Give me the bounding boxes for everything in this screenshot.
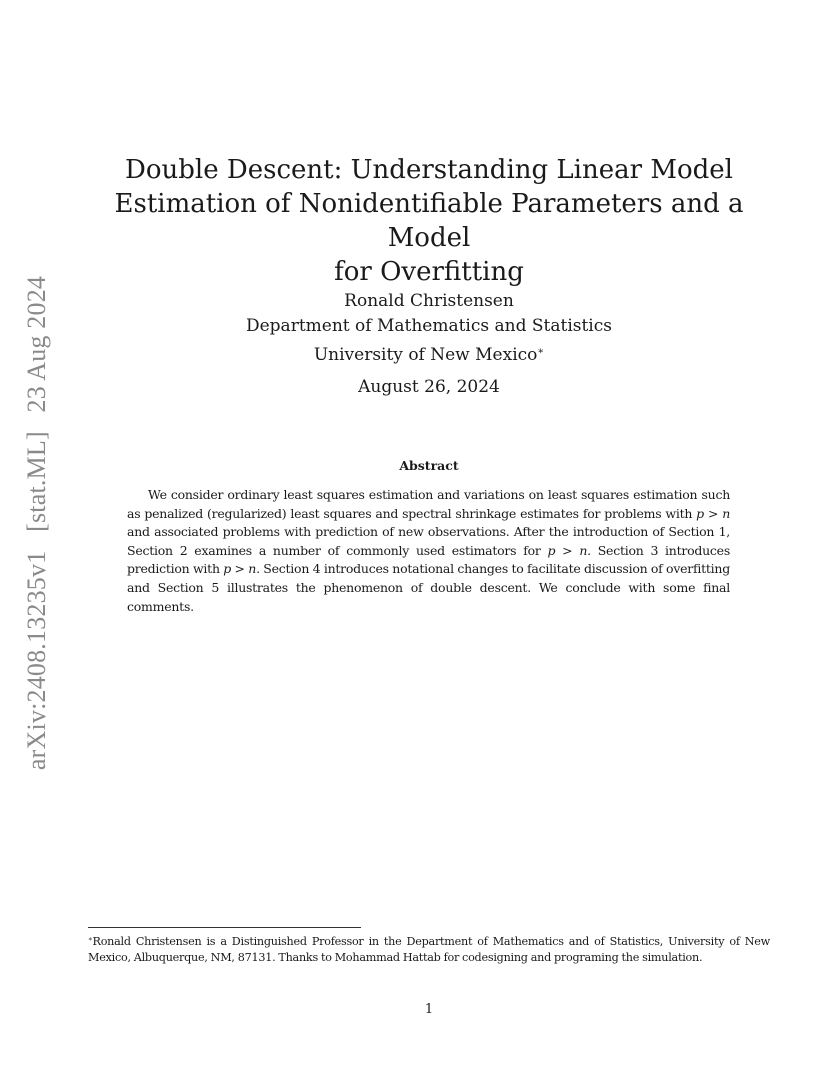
author-university: University of New Mexico bbox=[313, 345, 538, 365]
author-name: Ronald Christensen bbox=[344, 291, 514, 311]
abstract-text-4: . Section 4 introduces notational changes to facilitate discussion of overfitting and Section 5 illustrates the phenomenon of double descent. We conclude with some final comments. bbox=[127, 561, 730, 614]
author-footnote-mark: ∗ bbox=[537, 346, 545, 357]
math-gt: > bbox=[555, 542, 580, 558]
paper-date: August 26, 2024 bbox=[358, 377, 500, 397]
math-n: n bbox=[722, 505, 730, 521]
author-block bbox=[88, 289, 770, 368]
abstract-heading: Abstract bbox=[399, 458, 459, 473]
math-p: p bbox=[547, 542, 556, 558]
math-p: p bbox=[223, 561, 232, 577]
abstract-text-1: We consider ordinary least squares estimation and variations on least squares estimation such as penalized (regularized) least squares and spectral shrinkage estimates for problems with bbox=[127, 487, 730, 521]
footnote-mark: ∗ bbox=[88, 935, 93, 943]
title-line-1: Double Descent: Understanding Linear Model bbox=[125, 155, 733, 185]
arxiv-id: arXiv:2408.13235v1 bbox=[22, 550, 51, 771]
arxiv-stamp bbox=[22, 270, 52, 776]
footnote-text: Ronald Christensen is a Distinguished Professor in the Department of Mathematics and of Statistics, University of New Mexico, Albuquerque, NM, 87131. Thanks to Mohammad Hattab for codesigning and programing the simulation. bbox=[88, 935, 770, 964]
author-affiliation bbox=[88, 339, 770, 368]
abstract-text-3: . Section 3 introduces prediction with bbox=[127, 542, 730, 577]
footnote bbox=[88, 931, 770, 966]
paper-title bbox=[88, 153, 770, 289]
title-line-3: for Overfitting bbox=[334, 257, 524, 287]
arxiv-category: [stat.ML] bbox=[22, 431, 51, 532]
page-number: 1 bbox=[424, 1002, 434, 1017]
footnote-rule bbox=[88, 927, 361, 928]
math-n: n bbox=[248, 561, 257, 577]
abstract-body bbox=[127, 486, 730, 616]
arxiv-date: 23 Aug 2024 bbox=[22, 275, 51, 413]
math-gt: > bbox=[703, 505, 723, 521]
math-n: n bbox=[579, 542, 588, 558]
abstract-text-2: and associated problems with prediction of new observations. After the introduction of Section 1, Section 2 examines a number of commonly used estimators for bbox=[127, 524, 730, 558]
title-line-2: Estimation of Nonidentifiable Parameters and a Model bbox=[114, 189, 744, 253]
math-p: p bbox=[696, 505, 704, 521]
math-gt: > bbox=[231, 561, 249, 577]
author-department: Department of Mathematics and Statistics bbox=[245, 316, 612, 336]
